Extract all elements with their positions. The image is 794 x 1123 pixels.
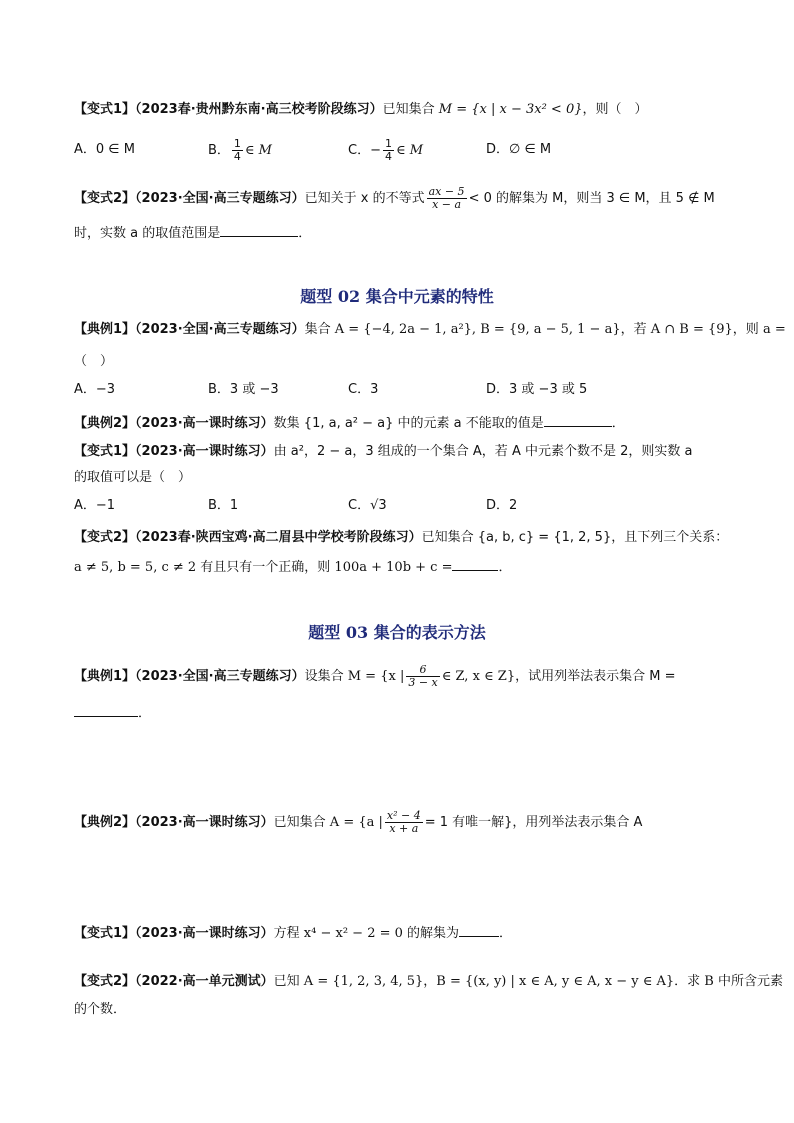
option-a: A．−3 — [74, 382, 116, 397]
problem-b3: 【变式1】（2023·高一课时练习）由 a²，2 − a，3 组成的一个集合 A，若 A 中元素个数不是 2，则实数 a — [74, 444, 693, 459]
problem-b3-line2: 的取值可以是（ ） — [74, 470, 192, 485]
options-c1 — [74, 378, 734, 402]
math-set: M = {x | x − 3x² < 0} — [438, 102, 583, 117]
problem-b5: 【变式1】（2023·高一课时练习）方程 x⁴ − x² − 2 = 0 的解集为 ． — [74, 922, 734, 944]
option-c: C．√3 — [348, 498, 387, 513]
answer-blank[interactable] — [220, 222, 298, 237]
problem-c3-line2: ． — [74, 702, 734, 724]
problem-b4: 【变式2】（2023春·陕西宝鸡·高二眉县中学校考阶段练习）已知集合 {a, b, c} = {1, 2, 5}，且下列三个关系： — [74, 530, 729, 545]
problem-source: （2023春·贵州黔东南·高三校考阶段练习） — [135, 102, 383, 117]
section-heading-03: 题型 03 集合的表示方法 — [308, 623, 486, 642]
problem-c2: 【典例2】（2023·高一课时练习）数集 {1, a, a² − a} 中的元素 a 不能取的值是 ． — [74, 412, 734, 434]
option-d: D．∅ ∈ M — [486, 142, 552, 157]
option-c: C．3 — [348, 382, 379, 397]
answer-blank[interactable] — [452, 556, 498, 571]
problem-b6: 【变式2】（2022·高一单元测试）已知 A = {1, 2, 3, 4, 5}，B = {(x, y) | x ∈ A, y ∈ A, x − y ∈ A}．求 B 中所含元素 — [74, 974, 783, 989]
problem-c1-line2: （ ） — [74, 354, 114, 369]
answer-blank[interactable] — [544, 412, 612, 427]
option-a: A．0 ∈ M — [74, 142, 135, 157]
options-b3 — [74, 494, 734, 518]
answer-blank[interactable] — [74, 702, 138, 717]
problem-c3: 【典例1】（2023·全国·高三专题练习）设集合 M = {x | $\frac{6}{3 - x}$ ∈ Z, x ∈ Z}，试用列举法表示集合 M = — [74, 663, 676, 689]
option-a: A．−1 — [74, 498, 116, 513]
problem-b6-line2: 的个数． — [74, 1002, 127, 1017]
problem-c4: 【典例2】（2023·高一课时练习）已知集合 A = {a | $\frac{\text{x² − 4}}{x + a}$ = 1 有唯一解}，用列举法表示集合 A — [74, 809, 643, 835]
problem-b2-line2: 时，实数 a 的取值范围是 ． — [74, 222, 734, 244]
problem-c1: 【典例1】（2023·全国·高三专题练习）集合 A = {−4, 2a − 1, a²}, B = {9, a − 5, 1 − a}，若 A ∩ B = {9}，则 a = — [74, 322, 786, 337]
option-d: D．2 — [486, 498, 518, 513]
options-b1 — [74, 138, 734, 162]
section-heading-02: 题型 02 集合中元素的特性 — [300, 287, 494, 306]
problem-tag: 【变式1】 — [74, 102, 136, 117]
problem-b2: 【变式2】（2023·全国·高三专题练习）已知关于 x 的不等式 $\frac{ax - 5}{x - a}$ < 0 的解集为 M，则当 3 ∈ M，且 5 ∉ M — [74, 185, 715, 211]
problem-b1: 【变式1】（2023春·贵州黔东南·高三校考阶段练习）已知集合 M = {x | x − 3x² < 0}，则（ ） — [74, 102, 648, 117]
option-c: C．− $\frac{1}{4}$ ∈ M — [348, 137, 424, 163]
answer-blank[interactable] — [459, 922, 499, 937]
option-d: D．3 或 −3 或 5 — [486, 382, 588, 397]
option-b: B．1 — [208, 498, 239, 513]
option-b: B．3 或 −3 — [208, 382, 279, 397]
problem-b4-line2: a ≠ 5, b = 5, c ≠ 2 有且只有一个正确，则 100a + 10b + c = ． — [74, 556, 734, 578]
option-b: B． $\frac{1}{4}$ ∈ M — [208, 137, 272, 163]
